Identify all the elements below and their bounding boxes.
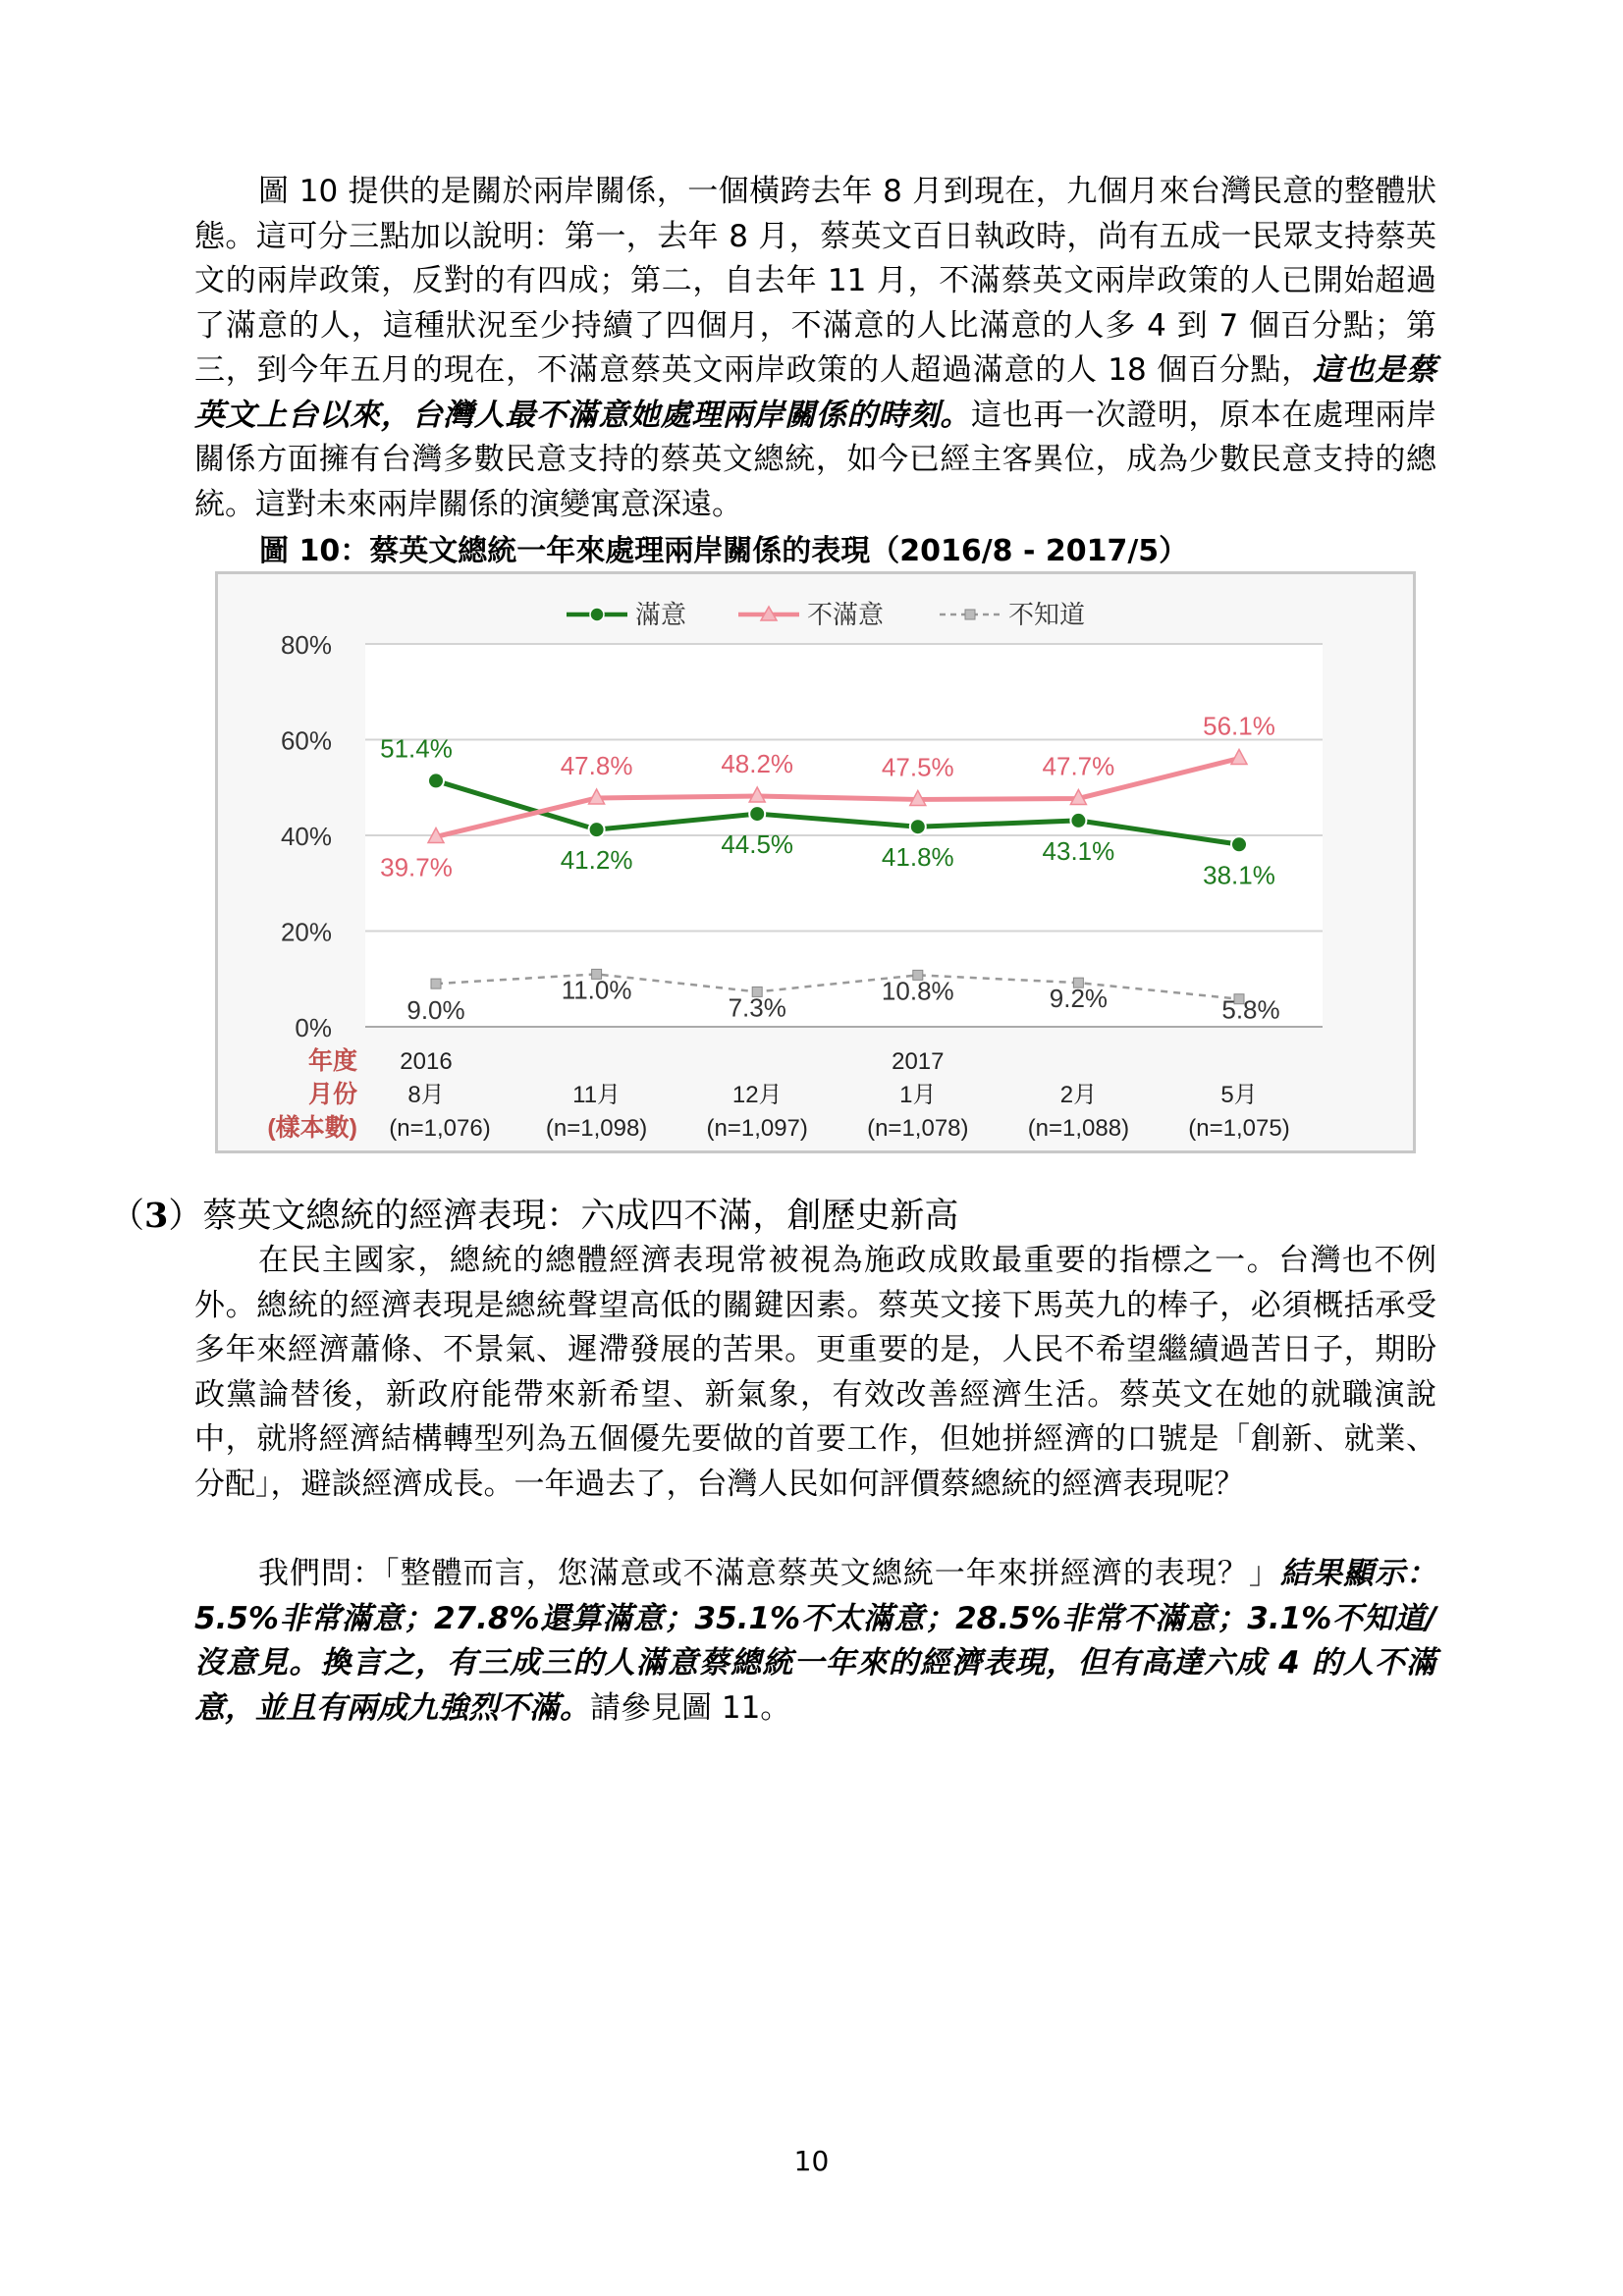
x-month-label: 11月 (572, 1082, 622, 1108)
y-tick-label: 20% (280, 917, 332, 947)
data-point-satisfied (1231, 836, 1247, 852)
data-point-satisfied (1070, 813, 1086, 828)
heading-open-paren: （ (110, 1197, 145, 1236)
legend-label-1: 滿意 (635, 600, 687, 629)
legend-marker-circle (590, 608, 604, 621)
data-label: 47.7% (1042, 751, 1115, 781)
x-month-label: 1月 (899, 1082, 937, 1108)
x-month-label: 12月 (731, 1082, 783, 1108)
data-label: 41.2% (560, 845, 633, 876)
y-tick-label: 60% (280, 725, 332, 756)
data-label: 44.5% (721, 829, 794, 860)
data-point-satisfied (589, 822, 605, 837)
x-sample-label: (n=1,088) (1027, 1115, 1130, 1142)
data-point-satisfied (910, 819, 926, 834)
x-month-label: 2月 (1059, 1082, 1098, 1108)
data-point-unknown (431, 979, 441, 988)
paragraph-text: 請參見圖 11。 (590, 1689, 791, 1726)
legend-marker-square (965, 610, 975, 619)
page-number: 10 (793, 2145, 830, 2177)
data-label: 38.1% (1203, 860, 1275, 890)
data-label: 11.0% (561, 975, 632, 1005)
figure-caption: 圖 10：蔡英文總統一年來處理兩岸關係的表現（2016/8 - 2017/5） (259, 534, 1189, 568)
data-label: 9.2% (1049, 984, 1109, 1014)
x-row-label: 年度 (307, 1047, 357, 1075)
y-tick-label: 80% (280, 630, 332, 660)
data-label: 47.5% (881, 752, 954, 782)
paragraph-text: 這也再一次證明，原本在處理兩岸關係方面擁有台灣多數民意支持的蔡英文總統，如今已經主客異位，成為少數民意支持的總統。這對未來兩岸關係的演變寓意深遠。 (194, 397, 1437, 522)
x-year-label: 2017 (892, 1048, 945, 1075)
paragraph-text: 在民主國家，總統的總體經濟表現常被視為施政成敗最重要的指標之一。台灣也不例外。總統的經濟表現是總統聲望高低的關鍵因素。蔡英文接下馬英九的棒子，必須概括承受多年來經濟蕭條、不景氣、遲滯發展的苦果。更重要的是，人民不希望繼續過苦日子，期盼政黨論替後，新政府能帶來新希望、新氣象，有效改善經濟生活。蔡英文在她的就職演說中，就將經濟結構轉型列為五個優先要做的首要工作，但她拼經濟的口號是「創新、就業、分配」，避談經濟成長。一年過去了，台灣人民如何評價蔡總統的經濟表現呢？ (194, 1243, 1436, 1502)
paragraph-emphasis: 這也是蔡英文上台以來，台灣人最不滿意她處理兩岸關係的時刻。 (194, 352, 1437, 433)
data-label: 39.7% (380, 852, 453, 882)
y-tick-label: 0% (295, 1013, 332, 1042)
paragraph-economy (194, 1239, 1436, 1507)
line-chart (215, 571, 1416, 1153)
data-label: 10.8% (881, 976, 954, 1006)
heading-close-paren: ） (168, 1197, 203, 1236)
heading-title: 蔡英文總統的經濟表現：六成四不滿，創歷史新高 (202, 1197, 959, 1236)
data-label: 5.8% (1221, 994, 1280, 1025)
paragraph-emphasis: 結果顯示：5.5%非常滿意；27.8%還算滿意；35.1%不太滿意；28.5%非常不滿意；3.1%不知道/沒意見。換言之，有三成三的人滿意蔡總統一年來的經濟表現，但有高達六成 4 的人不滿意，並且有兩成九強烈不滿。 (194, 1556, 1437, 1726)
data-point-satisfied (428, 773, 444, 788)
data-label: 47.8% (560, 750, 633, 780)
data-label: 48.2% (721, 749, 794, 779)
x-year-label: 2016 (400, 1048, 453, 1075)
legend-label-3: 不知道 (1008, 600, 1086, 629)
data-label: 41.8% (881, 842, 954, 873)
x-sample-label: (n=1,078) (867, 1115, 969, 1142)
paragraph-text: 圖 10 提供的是關於兩岸關係，一個橫跨去年 8 月到現在，九個月來台灣民意的整體狀態。這可分三點加以說明：第一，去年 8 月，蔡英文百日執政時，尚有五成一民眾支持蔡英文的兩岸政策，反對的有四成；第二，自去年 11 月，不滿蔡英文兩岸政策的人已開始超過了滿意的人，這種狀況至少持續了四個月，不滿意的人比滿意的人多 4 到 7 個百分點；第三，到今年五月的現在，不滿意蔡英文兩岸政策的人超過滿意的人 18 個百分點， (194, 174, 1436, 388)
chart-svg (218, 574, 1413, 1150)
heading-number: 3 (144, 1196, 169, 1236)
data-label: 43.1% (1042, 835, 1115, 866)
data-label: 51.4% (380, 733, 453, 764)
data-point-satisfied (749, 806, 765, 822)
legend-label-2: 不滿意 (807, 600, 885, 629)
data-label: 7.3% (728, 992, 786, 1023)
x-row-label: 月份 (307, 1081, 357, 1108)
y-tick-label: 40% (280, 822, 332, 851)
x-month-label: 5月 (1220, 1082, 1258, 1108)
paragraph-cross-strait (194, 170, 1436, 527)
x-sample-label: (n=1,097) (706, 1115, 808, 1142)
paragraph-survey-result (194, 1552, 1436, 1731)
paragraph-text: 我們問：「整體而言，您滿意或不滿意蔡英文總統一年來拼經濟的表現？」 (258, 1556, 1280, 1591)
section-heading (110, 1193, 958, 1240)
x-month-label: 8月 (407, 1082, 445, 1108)
x-sample-label: (n=1,075) (1188, 1115, 1290, 1142)
data-label: 9.0% (406, 995, 465, 1026)
data-label: 56.1% (1203, 711, 1275, 741)
x-row-label: (樣本數) (267, 1114, 357, 1142)
x-sample-label: (n=1,098) (545, 1115, 648, 1142)
x-sample-label: (n=1,076) (389, 1115, 491, 1142)
